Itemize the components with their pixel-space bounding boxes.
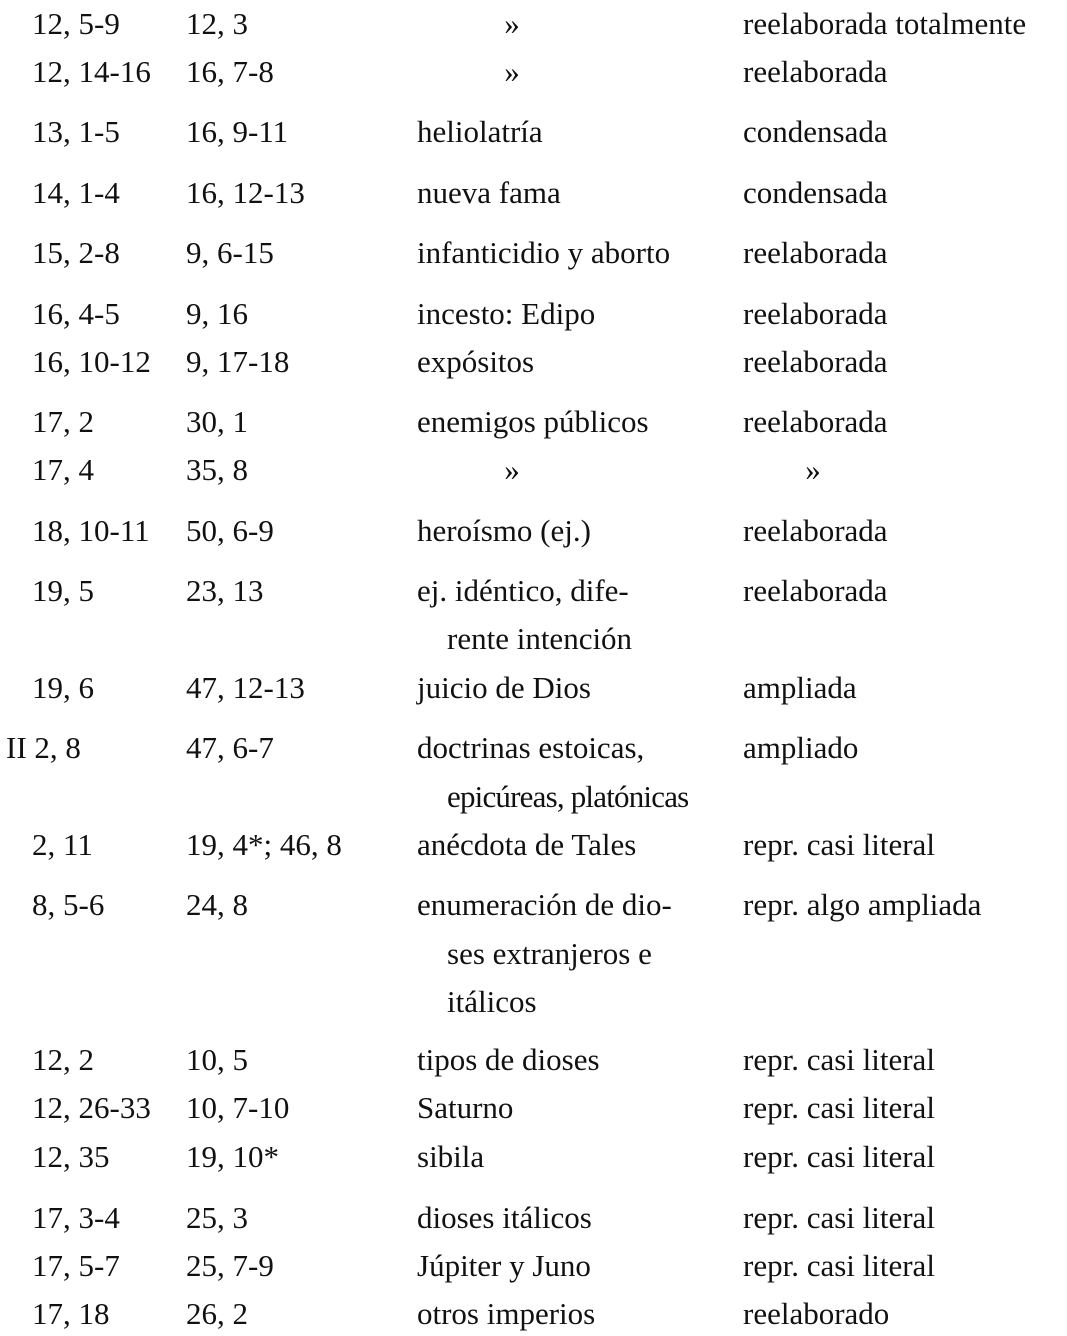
topic: otros imperios: [417, 1296, 596, 1331]
ref-a: 12, 14-16: [32, 54, 151, 89]
topic: »: [504, 54, 520, 89]
topic: sibila: [417, 1139, 485, 1174]
topic: doctrinas estoicas,: [417, 730, 645, 765]
treatment: »: [805, 452, 821, 487]
topic: Saturno: [417, 1090, 514, 1125]
treatment: condensada: [743, 114, 888, 149]
topic-continuation: ses extranjeros e: [447, 936, 652, 971]
topic: expósitos: [417, 344, 535, 379]
ref-b: 19, 10*: [186, 1139, 279, 1174]
ref-b: 10, 5: [186, 1042, 248, 1077]
treatment: ampliada: [743, 670, 857, 705]
treatment: reelaborada: [743, 404, 888, 439]
treatment: reelaborada: [743, 54, 888, 89]
treatment: reelaborada: [743, 296, 888, 331]
topic: infanticidio y aborto: [417, 235, 671, 270]
topic-continuation: epicúreas, platónicas: [447, 779, 689, 814]
treatment: repr. casi literal: [743, 1139, 935, 1174]
table-row: [0, 1041, 1067, 1079]
treatment: repr. algo ampliada: [743, 887, 982, 922]
ref-a: 12, 26-33: [32, 1090, 151, 1125]
topic: juicio de Dios: [417, 670, 591, 705]
table-row: [0, 5, 1067, 43]
topic: dioses itálicos: [417, 1200, 592, 1235]
table-row: [0, 113, 1067, 151]
ref-b: 50, 6-9: [186, 513, 274, 548]
ref-b: 25, 7-9: [186, 1248, 274, 1283]
ref-a: II 2, 8: [6, 730, 81, 765]
topic: enumeración de dio-: [417, 887, 672, 922]
table-row: [0, 572, 1067, 610]
ref-b: 24, 8: [186, 887, 248, 922]
topic: Júpiter y Juno: [417, 1248, 591, 1283]
topic: »: [504, 6, 520, 41]
ref-b: 26, 2: [186, 1296, 248, 1331]
ref-b: 25, 3: [186, 1200, 248, 1235]
ref-b: 23, 13: [186, 573, 264, 608]
table-row: [0, 1199, 1067, 1237]
treatment: ampliado: [743, 730, 859, 765]
treatment: repr. casi literal: [743, 827, 935, 862]
treatment: repr. casi literal: [743, 1090, 935, 1125]
ref-a: 17, 5-7: [32, 1248, 120, 1283]
ref-a: 19, 5: [32, 573, 94, 608]
ref-a: 13, 1-5: [32, 114, 120, 149]
table-row: [0, 1089, 1067, 1127]
ref-a: 12, 35: [32, 1139, 110, 1174]
ref-a: 2, 11: [32, 827, 93, 862]
treatment: reelaborada: [743, 344, 888, 379]
table-row: [0, 295, 1067, 333]
ref-a: 12, 2: [32, 1042, 94, 1077]
table-row: [0, 729, 1067, 767]
ref-b: 10, 7-10: [186, 1090, 290, 1125]
ref-b: 16, 12-13: [186, 175, 305, 210]
topic: incesto: Edipo: [417, 296, 596, 331]
ref-a: 16, 4-5: [32, 296, 120, 331]
table-row: [0, 1295, 1067, 1333]
table-row: [0, 53, 1067, 91]
ref-a: 15, 2-8: [32, 235, 120, 270]
ref-a: 12, 5-9: [32, 6, 120, 41]
table-row: [0, 451, 1067, 489]
ref-a: 17, 18: [32, 1296, 110, 1331]
topic: heroísmo (ej.): [417, 513, 591, 548]
ref-a: 19, 6: [32, 670, 94, 705]
ref-a: 17, 4: [32, 452, 94, 487]
ref-a: 18, 10-11: [32, 513, 150, 548]
topic-continuation: rente intención: [447, 621, 633, 656]
treatment: repr. casi literal: [743, 1248, 935, 1283]
treatment: repr. casi literal: [743, 1042, 935, 1077]
ref-b: 47, 12-13: [186, 670, 305, 705]
table-row: [0, 669, 1067, 707]
treatment: reelaborado: [743, 1296, 890, 1331]
topic: ej. idéntico, dife-: [417, 573, 629, 608]
topic: tipos de dioses: [417, 1042, 600, 1077]
ref-a: 8, 5-6: [32, 887, 105, 922]
table-row: [0, 1138, 1067, 1176]
table-row: [0, 343, 1067, 381]
ref-a: 16, 10-12: [32, 344, 151, 379]
treatment: reelaborada: [743, 513, 888, 548]
ref-b: 35, 8: [186, 452, 248, 487]
table-row: [0, 512, 1067, 550]
ref-b: 9, 16: [186, 296, 248, 331]
ref-b: 47, 6-7: [186, 730, 274, 765]
topic: enemigos públicos: [417, 404, 649, 439]
ref-b: 12, 3: [186, 6, 248, 41]
treatment: reelaborada: [743, 573, 888, 608]
treatment: condensada: [743, 175, 888, 210]
treatment: reelaborada totalmente: [743, 6, 1027, 41]
table-row: [0, 826, 1067, 864]
ref-b: 9, 6-15: [186, 235, 274, 270]
topic: anécdota de Tales: [417, 827, 637, 862]
ref-b: 19, 4*; 46, 8: [186, 827, 342, 862]
ref-a: 17, 3-4: [32, 1200, 120, 1235]
ref-a: 14, 1-4: [32, 175, 120, 210]
ref-b: 16, 7-8: [186, 54, 274, 89]
topic: heliolatría: [417, 114, 543, 149]
treatment: reelaborada: [743, 235, 888, 270]
table-row: [0, 403, 1067, 441]
topic: nueva fama: [417, 175, 561, 210]
ref-b: 30, 1: [186, 404, 248, 439]
ref-a: 17, 2: [32, 404, 94, 439]
topic: »: [504, 452, 520, 487]
ref-b: 9, 17-18: [186, 344, 290, 379]
table-row: [0, 234, 1067, 272]
table-row: [0, 886, 1067, 924]
topic-continuation: itálicos: [447, 984, 537, 1019]
ref-b: 16, 9-11: [186, 114, 289, 149]
table-row: [0, 1247, 1067, 1285]
table-row: [0, 174, 1067, 212]
treatment: repr. casi literal: [743, 1200, 935, 1235]
